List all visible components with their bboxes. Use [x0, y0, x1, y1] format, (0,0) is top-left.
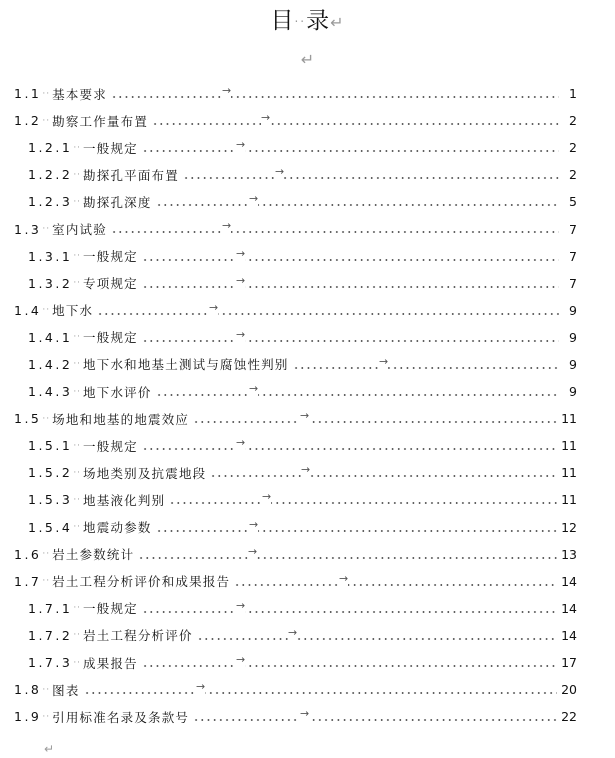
- tab-arrow-icon: →: [222, 219, 232, 233]
- tab-arrow-icon: →: [339, 571, 349, 585]
- toc-entry-number: 1.3.2: [28, 275, 73, 291]
- tab-arrow-icon: →: [379, 354, 389, 368]
- title-char-1: 目: [270, 8, 295, 34]
- toc-entry-title: 岩土工程分析评价: [83, 628, 193, 644]
- tab-arrow-icon: →: [275, 165, 285, 179]
- toc-entry-number: 1.3: [14, 221, 42, 237]
- tab-arrow-icon: →: [300, 707, 310, 721]
- toc-entry-title: 岩土参数统计: [52, 547, 135, 563]
- toc-entry-page: 20: [561, 682, 577, 698]
- spacing-dots: ··: [73, 142, 82, 153]
- toc-entry[interactable]: [0, 270, 615, 297]
- toc-entry-page: 2: [569, 140, 577, 156]
- tab-arrow-icon: →: [249, 192, 259, 206]
- spacing-dots: ··: [73, 494, 82, 505]
- dot-leader: [210, 459, 557, 486]
- paragraph-mark-icon: ↵: [44, 742, 55, 756]
- toc-entry[interactable]: [0, 676, 615, 703]
- toc-entry-page: 2: [569, 113, 577, 129]
- tab-arrow-icon: →: [236, 327, 246, 341]
- tab-arrow-icon: →: [262, 490, 272, 504]
- toc-entry-title: 一般规定: [83, 601, 138, 617]
- dot-leader: [156, 188, 559, 215]
- spacing-dots: ··: [73, 657, 82, 668]
- toc-entry-page: 14: [561, 627, 577, 643]
- toc-entry[interactable]: [0, 351, 615, 378]
- toc-entry-number: 1.7: [14, 573, 42, 589]
- tab-arrow-icon: →: [236, 138, 246, 152]
- paragraph-mark-icon: ↵: [330, 13, 345, 32]
- spacing-dots: ··: [73, 251, 82, 262]
- dot-leader: [111, 80, 559, 107]
- toc-entry-title: 地下水评价: [83, 384, 152, 400]
- dot-leader: [142, 595, 557, 622]
- toc-entry-number: 1.7.2: [28, 627, 73, 643]
- tab-arrow-icon: →: [300, 409, 310, 423]
- toc-entry-title: 勘探孔深度: [83, 194, 152, 210]
- dot-leader: [156, 514, 558, 541]
- toc-entry-number: 1.4.2: [28, 356, 73, 372]
- dot-leader: [142, 324, 559, 351]
- toc-entry-title: 地下水和地基土测试与腐蚀性判别: [83, 357, 289, 373]
- toc-entry[interactable]: [0, 324, 615, 351]
- toc-entry-page: 2: [569, 167, 577, 183]
- toc-entry[interactable]: [0, 541, 615, 568]
- dot-leader: [152, 107, 559, 134]
- toc-entry-page: 14: [561, 573, 577, 589]
- toc-entry-page: 7: [569, 275, 577, 291]
- toc-entry-page: 11: [561, 438, 577, 454]
- page-title: [0, 6, 615, 38]
- spacing-dots: ··: [73, 386, 82, 397]
- spacing-dots: ··: [73, 359, 82, 370]
- toc-entry-number: 1.2.3: [28, 194, 73, 210]
- toc-entry-number: 1.7.3: [28, 655, 73, 671]
- toc-entry-number: 1.4: [14, 302, 42, 318]
- dot-leader: [97, 297, 559, 324]
- toc-entry-title: 场地类别及抗震地段: [83, 465, 207, 481]
- tab-arrow-icon: →: [249, 517, 259, 531]
- toc-entry-number: 1.6: [14, 546, 42, 562]
- tab-arrow-icon: →: [249, 382, 259, 396]
- toc-entry-page: 9: [569, 384, 577, 400]
- toc-entry-title: 一般规定: [83, 140, 138, 156]
- toc-entry-number: 1.5.2: [28, 465, 73, 481]
- toc-entry-title: 专项规定: [83, 276, 138, 292]
- title-spacing-dots: ··: [294, 14, 307, 29]
- toc-entry-title: 引用标准名录及条款号: [52, 709, 190, 725]
- tab-arrow-icon: →: [236, 598, 246, 612]
- dot-leader: [156, 378, 559, 405]
- spacing-dots: ··: [42, 115, 51, 126]
- spacing-dots: ··: [73, 169, 82, 180]
- toc-entry[interactable]: [0, 188, 615, 215]
- toc-entry-title: 一般规定: [83, 249, 138, 265]
- toc-entry-page: 9: [569, 356, 577, 372]
- tab-arrow-icon: →: [288, 625, 298, 639]
- tab-arrow-icon: →: [301, 463, 311, 477]
- toc-entry[interactable]: [0, 215, 615, 242]
- toc-entry-page: 1: [569, 86, 577, 102]
- spacing-dots: ··: [73, 467, 82, 478]
- spacing-dots: ··: [73, 440, 82, 451]
- toc-entry[interactable]: [0, 486, 615, 513]
- toc-entry-title: 场地和地基的地震效应: [52, 411, 190, 427]
- toc-entry-number: 1.4.1: [28, 329, 73, 345]
- toc-entry[interactable]: [0, 378, 615, 405]
- dot-leader: [138, 541, 557, 568]
- spacing-dots: ··: [73, 196, 82, 207]
- spacing-dots: ··: [42, 305, 51, 316]
- tab-arrow-icon: →: [248, 544, 258, 558]
- toc-entry-title: 图表: [52, 682, 80, 698]
- toc-entry-number: 1.4.3: [28, 384, 73, 400]
- toc-entry[interactable]: [0, 432, 615, 459]
- spacing-dots: ··: [42, 576, 51, 587]
- toc-entry-page: 22: [561, 709, 577, 725]
- toc-entry-number: 1.7.1: [28, 600, 73, 616]
- toc-entry[interactable]: [0, 161, 615, 188]
- empty-paragraph[interactable]: [0, 52, 615, 68]
- toc-entry-number: 1.2.2: [28, 167, 73, 183]
- toc-entry-number: 1.5: [14, 411, 42, 427]
- toc-entry[interactable]: [0, 622, 615, 649]
- toc-entry-number: 1.5.4: [28, 519, 73, 535]
- toc-entry-page: 12: [561, 519, 577, 535]
- spacing-dots: ··: [42, 224, 51, 235]
- dot-leader: [142, 270, 559, 297]
- toc-entry[interactable]: [0, 297, 615, 324]
- toc-entry-number: 1.9: [14, 709, 42, 725]
- dot-leader: [142, 649, 557, 676]
- toc-entry-title: 一般规定: [83, 438, 138, 454]
- spacing-dots: ··: [42, 684, 51, 695]
- spacing-dots: ··: [73, 522, 82, 533]
- toc-entry[interactable]: [0, 703, 615, 730]
- tab-arrow-icon: →: [261, 111, 271, 125]
- dot-leader: [142, 134, 559, 161]
- toc-entry[interactable]: [0, 649, 615, 676]
- table-of-contents: [0, 80, 615, 730]
- toc-entry-page: 9: [569, 329, 577, 345]
- dot-leader: [142, 432, 557, 459]
- tab-arrow-icon: →: [222, 84, 232, 97]
- toc-entry-title: 岩土工程分析评价和成果报告: [52, 574, 231, 590]
- toc-entry-title: 基本要求: [52, 86, 107, 102]
- toc-entry[interactable]: [0, 595, 615, 622]
- toc-entry-number: 1.5.1: [28, 438, 73, 454]
- dot-leader: [193, 703, 557, 730]
- spacing-dots: ··: [73, 630, 82, 641]
- dot-leader: [183, 161, 559, 188]
- toc-entry-number: 1.3.1: [28, 248, 73, 264]
- toc-entry-title: 地震动参数: [83, 520, 152, 536]
- tab-arrow-icon: →: [236, 436, 246, 450]
- toc-entry-number: 1.2.1: [28, 140, 73, 156]
- tab-arrow-icon: →: [209, 300, 219, 314]
- toc-entry-number: 1.5.3: [28, 492, 73, 508]
- spacing-dots: ··: [42, 549, 51, 560]
- dot-leader: [293, 351, 559, 378]
- spacing-dots: ··: [42, 88, 51, 99]
- toc-entry-page: 7: [569, 248, 577, 264]
- dot-leader: [169, 486, 557, 513]
- toc-entry-title: 地基液化判别: [83, 492, 166, 508]
- toc-entry-title: 勘探孔平面布置: [83, 167, 179, 183]
- paragraph-mark-icon: ↵: [300, 50, 315, 69]
- toc-entry-title: 地下水: [52, 303, 94, 319]
- tab-arrow-icon: →: [196, 680, 206, 694]
- empty-paragraph[interactable]: [44, 742, 54, 755]
- toc-entry[interactable]: [0, 134, 615, 161]
- toc-entry-page: 13: [561, 546, 577, 562]
- tab-arrow-icon: →: [236, 273, 246, 287]
- spacing-dots: ··: [42, 711, 51, 722]
- toc-entry[interactable]: [0, 80, 615, 107]
- toc-entry-title: 勘察工作量布置: [52, 113, 149, 129]
- toc-entry-page: 11: [561, 465, 577, 481]
- toc-entry[interactable]: [0, 107, 615, 134]
- spacing-dots: ··: [73, 332, 82, 343]
- toc-entry-page: 7: [569, 221, 577, 237]
- toc-entry-page: 17: [561, 655, 577, 671]
- spacing-dots: ··: [73, 603, 82, 614]
- toc-entry[interactable]: [0, 405, 615, 432]
- toc-entry[interactable]: [0, 459, 615, 486]
- tab-arrow-icon: →: [236, 652, 246, 666]
- toc-entry-number: 1.2: [14, 113, 42, 129]
- toc-entry-page: 11: [561, 492, 577, 508]
- dot-leader: [197, 622, 557, 649]
- toc-entry-number: 1.8: [14, 682, 42, 698]
- toc-entry-page: 11: [561, 411, 577, 427]
- toc-entry-title: 一般规定: [83, 330, 138, 346]
- tab-arrow-icon: →: [236, 246, 246, 260]
- spacing-dots: ··: [42, 413, 51, 424]
- toc-entry-number: 1.1: [14, 86, 42, 102]
- dot-leader: [234, 568, 557, 595]
- toc-entry-page: 5: [569, 194, 577, 210]
- dot-leader: [193, 405, 557, 432]
- toc-entry-page: 14: [561, 600, 577, 616]
- toc-entry[interactable]: [0, 568, 615, 595]
- toc-entry-title: 成果报告: [83, 655, 138, 671]
- toc-entry[interactable]: [0, 514, 615, 541]
- toc-entry[interactable]: [0, 243, 615, 270]
- dot-leader: [111, 215, 559, 242]
- title-char-2: 录: [306, 8, 331, 34]
- toc-entry-title: 室内试验: [52, 222, 107, 238]
- dot-leader: [142, 243, 559, 270]
- toc-entry-page: 9: [569, 302, 577, 318]
- dot-leader: [84, 676, 558, 703]
- spacing-dots: ··: [73, 278, 82, 289]
